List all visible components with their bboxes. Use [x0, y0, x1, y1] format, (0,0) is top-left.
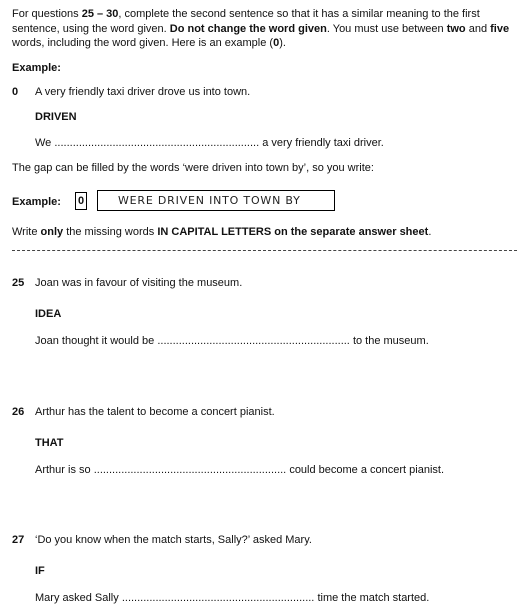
- question-keyword: IDEA: [35, 308, 62, 320]
- example-note: The gap can be filled by the words ‘were driven into town by’, so you write:: [12, 162, 374, 174]
- gap-end: time the match started.: [317, 592, 430, 604]
- instructions-paragraph: [12, 7, 520, 51]
- question-sentence: Arthur has the talent to become a concert pianist.: [35, 406, 275, 418]
- question-keyword: IF: [35, 565, 45, 577]
- gap-start: Arthur is so: [35, 464, 91, 476]
- answer-gap: ...............................................................: [157, 335, 350, 347]
- instructions-text: ).: [279, 37, 286, 49]
- instructions-emphasis: Do not change the word given: [169, 22, 327, 35]
- question-number: 27: [12, 534, 25, 546]
- gap-end: could become a concert pianist.: [289, 464, 445, 476]
- example-sentence: A very friendly taxi driver drove us into town.: [35, 86, 251, 98]
- instructions-text: For questions: [12, 8, 82, 20]
- example-gap-start: We: [35, 137, 52, 149]
- instructions-text: , complete the second sentence so that it has a similar meaning to the first sentence, using the word given.: [12, 8, 480, 35]
- example-box-number: [75, 192, 87, 210]
- write-note-emphasis: IN CAPITAL LETTERS on the separate answer sheet: [157, 226, 429, 238]
- question-keyword: THAT: [35, 437, 64, 449]
- instructions-text: words, including the word given. Here is an example (: [12, 37, 274, 49]
- example-number: 0: [12, 86, 19, 98]
- write-note-emphasis: only: [40, 226, 64, 238]
- gap-start: Joan thought it would be: [35, 335, 155, 347]
- instructions-text: and: [465, 22, 491, 35]
- write-note-text: the missing words: [63, 226, 158, 238]
- question-number: 26: [12, 406, 25, 418]
- question-gap-sentence: [35, 592, 429, 604]
- question-sentence: ‘Do you know when the match starts, Sally?’ asked Mary.: [35, 534, 312, 546]
- section-divider: [12, 250, 517, 251]
- instructions-emphasis: 0: [273, 37, 280, 49]
- gap-start: Mary asked Sally: [35, 592, 119, 604]
- example-gap-dots: ...................................................................: [54, 137, 260, 149]
- write-note-text: Write: [12, 226, 41, 238]
- example-gap-end: a very friendly taxi driver.: [262, 137, 384, 149]
- question-range: 25 – 30: [81, 8, 119, 20]
- question-gap-sentence: [35, 335, 429, 347]
- example-label: Example:: [12, 196, 61, 208]
- example-answer-box: WERE DRIVEN INTO TOWN BY: [97, 190, 335, 211]
- example-heading: Example:: [12, 62, 61, 74]
- instructions-text: . You must use between: [326, 22, 447, 35]
- instructions-emphasis: two: [446, 22, 466, 35]
- instructions-emphasis: five: [490, 22, 510, 35]
- question-gap-sentence: [35, 464, 444, 476]
- write-note-text: .: [428, 226, 432, 238]
- answer-gap: ...............................................................: [93, 464, 287, 476]
- question-number: 25: [12, 277, 25, 289]
- example-keyword: DRIVEN: [35, 111, 77, 123]
- gap-end: to the museum.: [352, 335, 429, 347]
- example-box-digit: 0: [75, 192, 87, 210]
- example-gap-sentence: [35, 137, 384, 149]
- write-note: [12, 226, 431, 238]
- question-sentence: Joan was in favour of visiting the museum.: [35, 277, 243, 289]
- answer-gap: ...............................................................: [121, 592, 315, 604]
